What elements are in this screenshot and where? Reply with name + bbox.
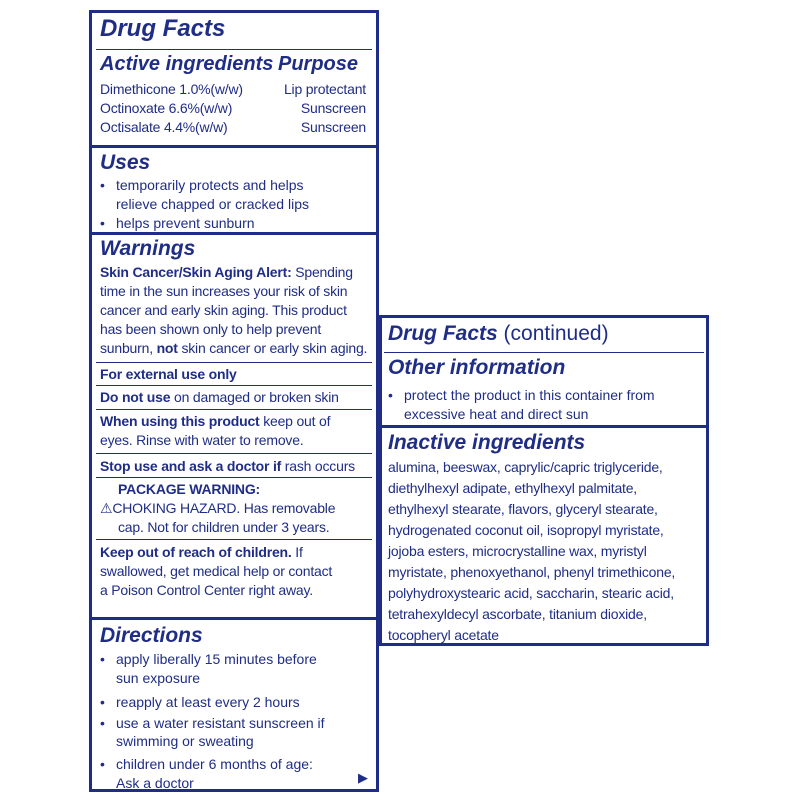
inactive-line: tetrahexyldecyl ascorbate, titanium dioxide, — [388, 606, 647, 622]
warnings-section — [92, 235, 376, 620]
divider — [384, 352, 704, 353]
warnings-heading: Warnings — [100, 237, 196, 260]
when-using-line-1: When using this product keep out of — [100, 413, 331, 429]
inactive-line: tocopheryl acetate — [388, 627, 499, 643]
divider — [96, 385, 372, 386]
keep-out-line-3: a Poison Control Center right away. — [100, 582, 313, 598]
bullet-icon: • — [100, 651, 105, 667]
purpose-1: Lip protectant — [283, 81, 366, 97]
skin-alert-line-2: time in the sun increases your risk of skin — [100, 283, 348, 299]
divider — [96, 362, 372, 363]
inactive-line: ethylhexyl stearate, flavors, glyceryl stearate, — [388, 501, 658, 517]
inactive-line: polyhydroxystearic acid, saccharin, stearic acid, — [388, 585, 674, 601]
directions-heading: Directions — [100, 624, 203, 647]
keep-out-line-2: swallowed, get medical help or contact — [100, 563, 333, 579]
active-ingredient-1: Dimethicone 1.0%(w/w) — [100, 81, 243, 97]
divider — [96, 539, 372, 540]
skin-alert-line-5: sunburn, not skin cancer or early skin aging. — [100, 340, 368, 356]
choking-line-2: cap. Not for children under 3 years. — [118, 519, 330, 535]
package-warning-heading: PACKAGE WARNING: — [118, 481, 260, 497]
active-ingredients-heading: Active ingredients — [100, 53, 274, 75]
inactive-line: jojoba esters, microcrystalline wax, myristyl — [388, 543, 647, 559]
bullet-icon: • — [388, 387, 393, 403]
warning-icon: ⚠ — [100, 500, 113, 516]
when-using-line-2: eyes. Rinse with water to remove. — [100, 432, 304, 448]
other-information-heading: Other information — [388, 356, 566, 379]
divider — [96, 409, 372, 410]
divider — [96, 49, 372, 50]
inactive-line: alumina, beeswax, caprylic/capric triglyceride, — [388, 459, 663, 475]
active-ingredient-3: Octisalate 4.4%(w/w) — [100, 119, 228, 135]
purpose-2: Sunscreen — [300, 100, 366, 116]
inactive-line: myristate, phenoxyethanol, phenyl trimethicone, — [388, 564, 676, 580]
skin-alert-line-1: Skin Cancer/Skin Aging Alert: Spending — [100, 264, 353, 280]
drug-facts-continued-title: Drug Facts (continued) — [388, 322, 609, 345]
stop-use-line: Stop use and ask a doctor if rash occurs — [100, 458, 355, 474]
uses-section: Uses • temporarily protects and helps relieve chapped or cracked lips • helps prevent sunburn — [92, 148, 376, 235]
inactive-ingredients-section — [382, 428, 706, 643]
purpose-3: Sunscreen — [300, 119, 366, 135]
bullet-icon: • — [100, 694, 105, 710]
skin-alert-line-3: cancer and early skin aging. This product — [100, 302, 347, 318]
drug-facts-panel-right — [379, 315, 709, 646]
directions-section: Directions • apply liberally 15 minutes before sun exposure • reapply at least every 2 hours • use a water resistant sunscreen if swimming or sweating • children under 6 months of age: Ask a doctor ▶ — [100, 624, 368, 791]
choking-line-1: ⚠CHOKING HAZARD. Has removable — [100, 500, 336, 516]
inactive-line: hydrogenated coconut oil, isopropyl myristate, — [388, 522, 664, 538]
continue-arrow-icon: ▶ — [358, 770, 368, 785]
other-information-section: Drug Facts (continued) Other information • protect the product in this container from excessive heat and direct sun — [382, 318, 706, 428]
divider — [96, 477, 372, 478]
bullet-icon: • — [100, 215, 105, 231]
divider — [96, 453, 372, 454]
inactive-line: diethylhexyl adipate, ethylhexyl palmitate, — [388, 480, 637, 496]
skin-alert-line-4: has been shown only to help prevent — [100, 321, 322, 337]
active-ingredient-2: Octinoxate 6.6%(w/w) — [100, 100, 233, 116]
do-not-use-line: Do not use on damaged or broken skin — [100, 389, 339, 405]
bullet-icon: • — [100, 756, 105, 772]
inactive-ingredients-heading: Inactive ingredients — [388, 431, 586, 454]
purpose-heading: Purpose — [278, 53, 359, 75]
active-ingredients-section — [92, 13, 376, 148]
bullet-icon: • — [100, 715, 105, 731]
bullet-icon: • — [100, 177, 105, 193]
drug-facts-title: Drug Facts — [100, 15, 226, 42]
keep-out-line-1: Keep out of reach of children. If — [100, 544, 303, 560]
uses-heading: Uses — [100, 151, 151, 174]
external-use-line: For external use only — [100, 366, 237, 382]
drug-facts-panel-left — [89, 10, 379, 792]
